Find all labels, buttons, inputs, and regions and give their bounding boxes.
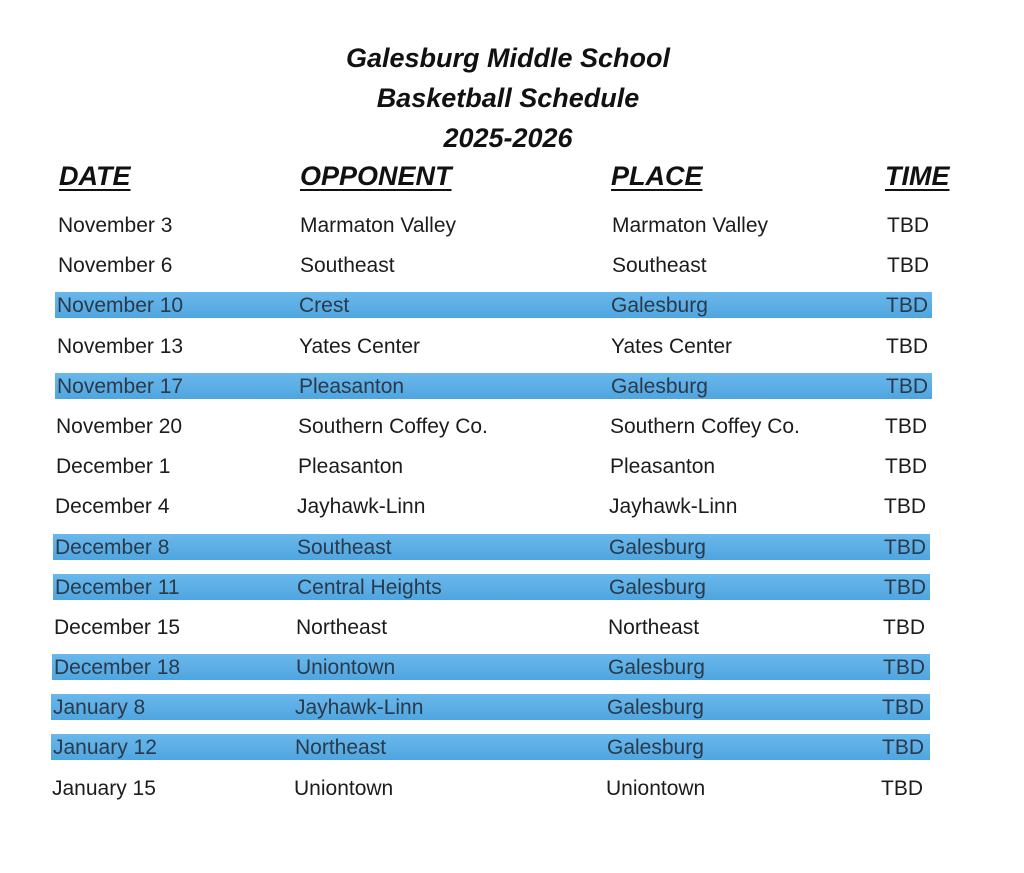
game-time: TBD bbox=[883, 656, 925, 680]
game-date: December 1 bbox=[56, 455, 171, 479]
game-date: December 18 bbox=[54, 656, 181, 680]
school-name: Galesburg Middle School bbox=[345, 43, 671, 73]
game-date: December 8 bbox=[55, 535, 170, 559]
game-place: Northeast bbox=[608, 615, 700, 639]
game-date: January 12 bbox=[53, 736, 157, 760]
home-game-highlight bbox=[51, 734, 930, 760]
header-time: TIME bbox=[885, 161, 950, 191]
game-place: Galesburg bbox=[607, 696, 704, 720]
game-date: December 15 bbox=[54, 615, 181, 639]
header-opponent: OPPONENT bbox=[300, 161, 452, 191]
game-opponent: Uniontown bbox=[296, 656, 396, 680]
game-date: December 4 bbox=[55, 495, 170, 519]
game-opponent: Northeast bbox=[296, 615, 388, 639]
game-opponent: Yates Center bbox=[299, 334, 421, 358]
table-row bbox=[0, 567, 1024, 607]
game-date: November 3 bbox=[58, 214, 173, 237]
game-opponent: Pleasanton bbox=[299, 374, 405, 398]
game-date: November 10 bbox=[57, 294, 184, 318]
game-opponent: Jayhawk-Linn bbox=[295, 696, 424, 720]
game-time: TBD bbox=[884, 575, 926, 599]
game-place: Jayhawk-Linn bbox=[609, 495, 738, 519]
home-game-highlight bbox=[55, 292, 932, 318]
game-opponent: Central Heights bbox=[297, 575, 442, 599]
game-time: TBD bbox=[882, 696, 924, 720]
game-place: Pleasanton bbox=[610, 455, 716, 479]
game-date: November 13 bbox=[57, 334, 184, 358]
home-game-highlight bbox=[52, 654, 930, 680]
header-date: DATE bbox=[59, 161, 131, 191]
table-row bbox=[0, 527, 1024, 567]
game-date: December 11 bbox=[55, 575, 180, 599]
table-row bbox=[0, 687, 1024, 727]
game-opponent: Southeast bbox=[297, 535, 392, 559]
table-row bbox=[0, 607, 1024, 647]
game-opponent: Pleasanton bbox=[298, 455, 404, 479]
game-time: TBD bbox=[882, 736, 924, 760]
game-place: Galesburg bbox=[609, 535, 706, 559]
game-time: TBD bbox=[886, 374, 928, 398]
game-date: January 15 bbox=[52, 776, 156, 800]
header-place: PLACE bbox=[611, 161, 703, 191]
game-time: TBD bbox=[886, 294, 928, 318]
game-opponent: Marmaton Valley bbox=[300, 214, 457, 237]
table-row bbox=[0, 245, 1024, 285]
game-date: January 8 bbox=[53, 696, 146, 720]
game-place: Galesburg bbox=[607, 736, 704, 760]
table-row bbox=[0, 366, 1024, 406]
game-place: Galesburg bbox=[609, 575, 706, 599]
game-time: TBD bbox=[885, 414, 927, 438]
game-place: Southeast bbox=[612, 254, 707, 278]
game-time: TBD bbox=[885, 455, 927, 479]
game-place: Galesburg bbox=[608, 656, 705, 680]
game-opponent: Uniontown bbox=[294, 776, 394, 800]
game-date: November 6 bbox=[58, 254, 173, 278]
table-row bbox=[0, 446, 1024, 486]
table-row bbox=[0, 768, 1024, 808]
table-row bbox=[0, 647, 1024, 687]
table-row bbox=[0, 205, 1024, 245]
game-time: TBD bbox=[886, 334, 928, 358]
game-opponent: Jayhawk-Linn bbox=[297, 495, 426, 519]
game-time: TBD bbox=[887, 254, 929, 278]
table-row bbox=[0, 285, 1024, 325]
schedule-title bbox=[0, 38, 1016, 158]
home-game-highlight bbox=[53, 534, 930, 560]
game-place: Uniontown bbox=[606, 776, 706, 800]
game-time: TBD bbox=[884, 535, 926, 559]
schedule-name: Basketball Schedule bbox=[376, 83, 640, 113]
column-headers bbox=[0, 161, 1024, 199]
table-row bbox=[0, 406, 1024, 446]
table-row bbox=[0, 727, 1024, 767]
game-date: November 20 bbox=[56, 414, 183, 438]
game-opponent: Northeast bbox=[295, 736, 387, 760]
game-place: Galesburg bbox=[611, 294, 708, 318]
game-opponent: Southeast bbox=[300, 254, 395, 278]
game-time: TBD bbox=[884, 495, 926, 519]
game-place: Southern Coffey Co. bbox=[610, 414, 800, 438]
game-time: TBD bbox=[881, 776, 923, 800]
game-place: Yates Center bbox=[611, 334, 733, 358]
home-game-highlight bbox=[53, 574, 930, 600]
table-row bbox=[0, 326, 1024, 366]
game-time: TBD bbox=[887, 214, 929, 237]
game-opponent: Crest bbox=[299, 294, 350, 318]
home-game-highlight bbox=[55, 373, 932, 399]
game-opponent: Southern Coffey Co. bbox=[298, 414, 488, 438]
season-year: 2025-2026 bbox=[443, 123, 573, 153]
home-game-highlight bbox=[51, 694, 930, 720]
game-date: November 17 bbox=[57, 374, 184, 398]
game-time: TBD bbox=[883, 615, 925, 639]
table-row bbox=[0, 486, 1024, 526]
game-place: Marmaton Valley bbox=[612, 214, 769, 237]
schedule-table bbox=[0, 205, 1024, 808]
game-place: Galesburg bbox=[611, 374, 708, 398]
